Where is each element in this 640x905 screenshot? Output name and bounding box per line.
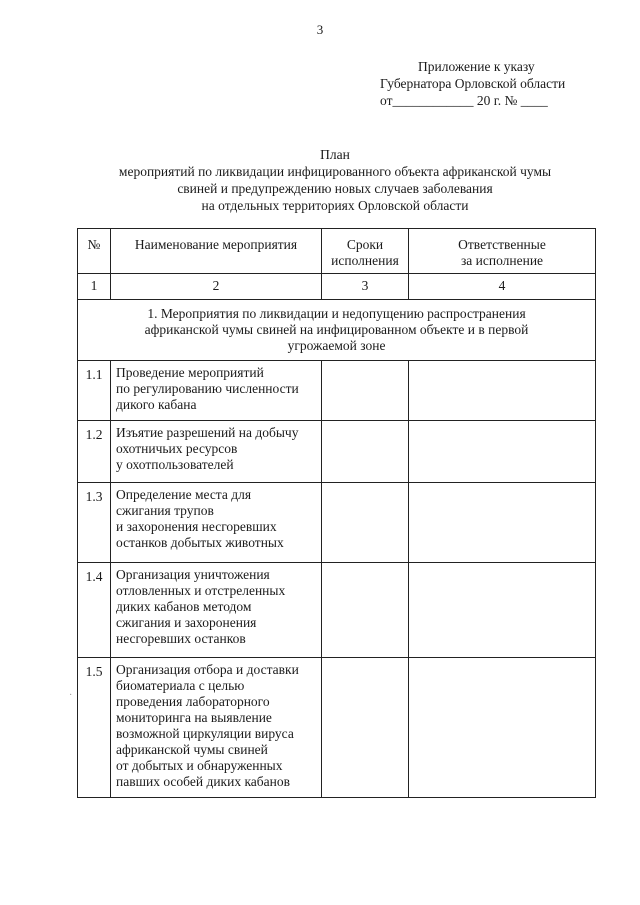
table-row — [78, 658, 596, 798]
activity-name-line: и захоронения несгоревших — [116, 519, 277, 534]
table-row — [78, 421, 596, 483]
responsible-cell — [409, 658, 596, 798]
column-number: 1 — [78, 274, 111, 300]
header-responsible-line-2: за исполнение — [460, 253, 544, 268]
header-name: Наименование мероприятия — [111, 229, 322, 274]
activity-rows — [78, 361, 596, 798]
activity-name-line: мониторинга на выявление — [116, 710, 272, 725]
activity-name-line: по регулированию численности — [116, 381, 299, 396]
header-deadlines — [322, 229, 409, 274]
column-number-row — [78, 274, 596, 300]
activity-name-line: Определение места для — [116, 487, 252, 502]
activity-name-line: сжигания и захоронения — [116, 615, 257, 630]
title-line-4: на отдельных территориях Орловской области — [201, 198, 469, 213]
activity-code: 1.5 — [78, 658, 111, 798]
title-line-2: мероприятий по ликвидации инфицированного объекта африканской чумы — [118, 164, 552, 179]
title-line-3: свиней и предупреждению новых случаев заболевания — [177, 181, 493, 196]
section-heading-line: угрожаемой зоне — [287, 338, 386, 353]
title-line-1: План — [320, 147, 350, 162]
activity-name — [111, 658, 322, 798]
header-deadlines-line-2: исполнения — [331, 253, 399, 268]
activity-name-line: Организация отбора и доставки — [116, 662, 299, 677]
responsible-cell — [409, 421, 596, 483]
activity-name-line: у охотпользователей — [116, 457, 234, 472]
table-row — [78, 483, 596, 563]
activity-code: 1.1 — [78, 361, 111, 421]
section-heading-line: 1. Мероприятия по ликвидации и недопущению распространения — [147, 306, 526, 321]
activity-name-line: отловленных и отстреленных — [116, 583, 286, 598]
deadline-cell — [322, 658, 409, 798]
section-heading-line: африканской чумы свиней на инфицированном объекте и в первой — [144, 322, 529, 337]
appendix-line-2: Губернатора Орловской области — [380, 76, 566, 91]
activity-name — [111, 563, 322, 658]
activity-name-line: дикого кабана — [116, 397, 197, 412]
activity-name-line: африканской чумы свиней — [116, 742, 268, 757]
activity-name-line: Организация уничтожения — [116, 567, 270, 582]
activity-code: 1.2 — [78, 421, 111, 483]
header-num: № — [78, 229, 111, 274]
activity-name-line: биоматериала с целью — [116, 678, 245, 693]
activity-name-line: возможной циркуляции вируса — [116, 726, 294, 741]
responsible-cell — [409, 483, 596, 563]
deadline-cell — [322, 563, 409, 658]
deadline-cell — [322, 421, 409, 483]
header-responsible-line-1: Ответственные — [458, 237, 546, 252]
section-heading-row — [78, 300, 596, 361]
column-number: 3 — [322, 274, 409, 300]
activity-code: 1.4 — [78, 563, 111, 658]
header-responsible — [409, 229, 596, 274]
header-deadlines-line-1: Сроки — [346, 237, 384, 252]
deadline-cell — [322, 361, 409, 421]
activity-name-line: несгоревших останков — [116, 631, 246, 646]
activity-name — [111, 483, 322, 563]
document-title — [0, 146, 640, 214]
activity-name-line: останков добытых животных — [116, 535, 284, 550]
activity-code: 1.3 — [78, 483, 111, 563]
scan-mark: · — [69, 690, 73, 701]
column-number: 4 — [409, 274, 596, 300]
section-heading — [78, 300, 596, 361]
page-number: 3 — [316, 22, 324, 37]
activity-name-line: Изъятие разрешений на добычу — [116, 425, 299, 440]
table-header-row — [78, 229, 596, 274]
activity-name-line: Проведение мероприятий — [116, 365, 264, 380]
appendix-line-1: Приложение к указу — [418, 59, 535, 74]
activity-name-line: сжигания трупов — [116, 503, 214, 518]
deadline-cell — [322, 483, 409, 563]
activity-name-line: охотничьих ресурсов — [116, 441, 238, 456]
activity-name-line: проведения лабораторного — [116, 694, 270, 709]
activity-name — [111, 421, 322, 483]
appendix-line-3: от____________ 20 г. № ____ — [380, 93, 548, 108]
activity-name — [111, 361, 322, 421]
column-number: 2 — [111, 274, 322, 300]
table-row — [78, 563, 596, 658]
plan-table — [77, 228, 596, 798]
appendix-header — [380, 58, 565, 109]
activity-name-line: диких кабанов методом — [116, 599, 252, 614]
activity-name-line: павших особей диких кабанов — [116, 774, 291, 789]
responsible-cell — [409, 361, 596, 421]
table-row — [78, 361, 596, 421]
activity-name-line: от добытых и обнаруженных — [116, 758, 283, 773]
responsible-cell — [409, 563, 596, 658]
